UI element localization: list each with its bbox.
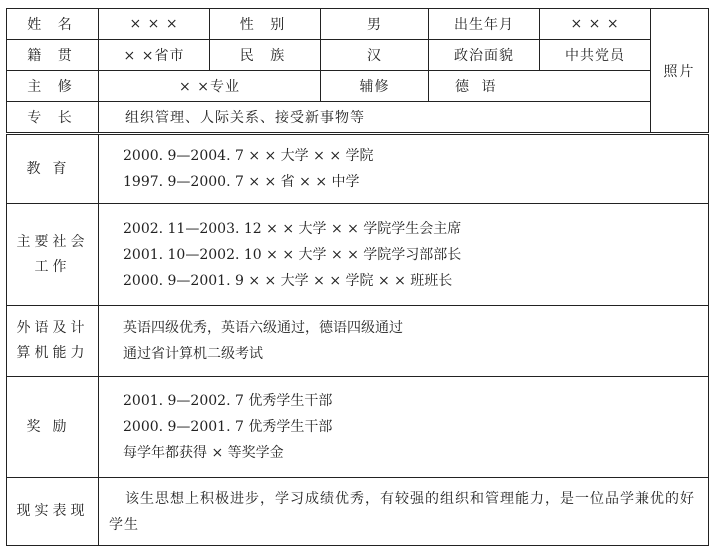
gender-label: 性 别 (210, 9, 321, 40)
awards-label: 奖励 (7, 377, 99, 478)
list-item: 2001. 9—2002. 7 优秀学生干部 (123, 393, 333, 409)
details-table (6, 134, 709, 546)
minor-label: 辅修 (321, 71, 429, 102)
birth-value: × × × (540, 9, 651, 40)
list-item: 2002. 11—2003. 12 × × 大学 × × 学院学生会主席 (123, 220, 462, 237)
major-value: × ×专业 (99, 71, 321, 102)
political-status-value: 中共党员 (540, 40, 651, 71)
birth-label: 出生年月 (429, 9, 540, 40)
social-work-label-line2: 工作 (34, 258, 71, 275)
skills-content (99, 306, 709, 377)
social-work-label-line1: 主要社会 (16, 233, 89, 250)
education-content (99, 135, 709, 204)
awards-content (99, 377, 709, 478)
list-item: 通过省计算机二级考试 (123, 346, 263, 362)
ethnicity-value: 汉 (321, 40, 429, 71)
social-work-content (99, 204, 709, 306)
basic-info-table (6, 8, 709, 133)
list-item: 2000. 9—2004. 7 × × 大学 × × 学院 (123, 148, 374, 164)
specialty-label: 专 长 (7, 102, 99, 133)
major-label: 主 修 (7, 71, 99, 102)
political-status-label: 政治面貌 (429, 40, 540, 71)
performance-row (7, 478, 709, 546)
table-row (7, 102, 709, 133)
minor-value: 德 语 (429, 71, 651, 102)
skills-label-line1: 外语及计 (16, 320, 89, 336)
awards-row (7, 377, 709, 478)
list-item: 2000. 9—2001. 9 × × 大学 × × 学院 × × 班班长 (123, 272, 453, 289)
specialty-value: 组织管理、人际关系、接受新事物等 (99, 102, 651, 133)
performance-content: 该生思想上积极进步，学习成绩优秀，有较强的组织和管理能力，是一位品学兼优的好学生 (99, 478, 709, 546)
skills-label-line2: 算机能力 (16, 345, 89, 361)
skills-label (7, 306, 99, 377)
native-place-label: 籍 贯 (7, 40, 99, 71)
list-item: 1997. 9—2000. 7 × × 省 × × 中学 (123, 174, 360, 190)
table-row (7, 9, 709, 40)
list-item: 英语四级优秀，英语六级通过，德语四级通过 (123, 320, 403, 336)
native-place-value: × ×省市 (99, 40, 210, 71)
photo-placeholder: 照片 (651, 9, 709, 133)
social-work-label (7, 204, 99, 306)
list-item: 2000. 9—2001. 7 优秀学生干部 (123, 419, 333, 435)
gender-value: 男 (321, 9, 429, 40)
education-label: 教育 (7, 135, 99, 204)
education-row (7, 135, 709, 204)
social-work-row (7, 204, 709, 306)
skills-row (7, 306, 709, 377)
ethnicity-label: 民 族 (210, 40, 321, 71)
performance-label: 现实表现 (7, 478, 99, 546)
table-row (7, 40, 709, 71)
name-label: 姓 名 (7, 9, 99, 40)
list-item: 2001. 10—2002. 10 × × 大学 × × 学院学习部部长 (123, 246, 462, 263)
table-row (7, 71, 709, 102)
list-item: 每学年都获得 × 等奖学金 (123, 445, 284, 461)
name-value: × × × (99, 9, 210, 40)
